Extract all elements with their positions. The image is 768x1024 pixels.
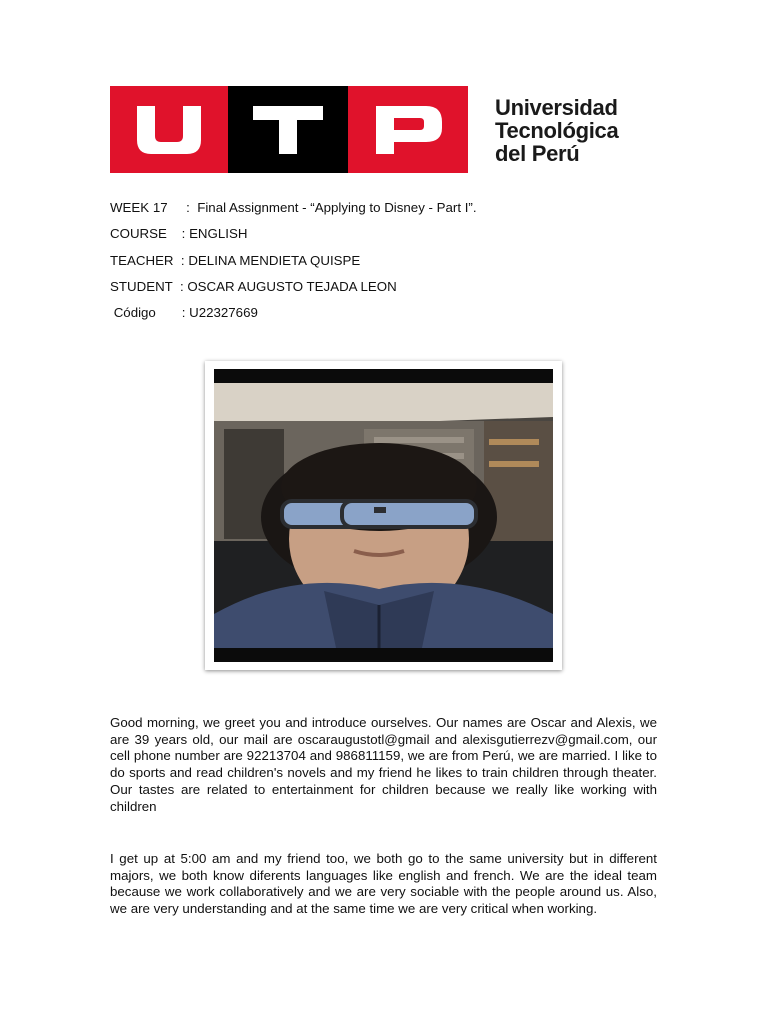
info-row-course [110, 225, 477, 251]
info-row-teacher [110, 252, 477, 278]
wordmark-line-2: Tecnológica [495, 118, 619, 143]
info-separator: : [172, 278, 188, 294]
logo-letter-t [228, 86, 348, 173]
letter-u-glyph [133, 104, 205, 156]
assignment-info [110, 199, 477, 330]
info-value: U22327669 [189, 305, 258, 321]
info-row-codigo [110, 304, 477, 330]
info-row-week [110, 199, 477, 225]
student-photo-frame [205, 361, 562, 670]
info-row-student [110, 278, 477, 304]
info-label: TEACHER [110, 252, 174, 268]
info-label: WEEK 17 [110, 200, 168, 215]
wordmark-line-3: del Perú [495, 141, 580, 166]
info-value: OSCAR AUGUSTO TEJADA LEON [187, 278, 397, 294]
info-separator: : [173, 252, 189, 268]
portrait-photo-icon [214, 369, 553, 662]
info-label: COURSE [110, 226, 167, 242]
utp-wordmark [495, 96, 618, 165]
utp-logo-blocks [110, 86, 468, 173]
info-separator: : [155, 305, 190, 321]
info-value: ENGLISH [189, 226, 248, 242]
info-value: DELINA MENDIETA QUISPE [188, 252, 361, 268]
info-label: Código [110, 305, 156, 321]
letter-p-glyph [372, 104, 444, 156]
logo-letter-p [348, 86, 468, 173]
logo-letter-u [110, 86, 228, 173]
info-label: STUDENT [110, 278, 173, 294]
info-value: Final Assignment - “Applying to Disney - Part I”. [197, 200, 477, 215]
intro-paragraph: Good morning, we greet you and introduce ourselves. Our names are Oscar and Alexis, we are 39 years old, our mail are oscaraugustotl@gmail and alexisgutierrezv@gmail.com, our cell phone number are 92213704 and 986811159, we are from Perú, we are married. I like to do sports and read children's novels and my friend he likes to train children through theater. Our tastes are related to entertainment for children because we really like working with children [110, 715, 657, 814]
info-separator: : [166, 226, 190, 242]
utp-logo [110, 86, 660, 173]
info-separator: : [167, 200, 198, 215]
wordmark-line-1: Universidad [495, 95, 618, 120]
letter-t-glyph [251, 104, 325, 156]
routine-paragraph: I get up at 5:00 am and my friend too, we both go to the same university but in different majors, we both know diferents languages like english and french. We are the ideal team because we work collaboratively and we are very sociable with the people around us. Also, we are very understanding and at the same time we are very critical when working. [110, 851, 657, 917]
